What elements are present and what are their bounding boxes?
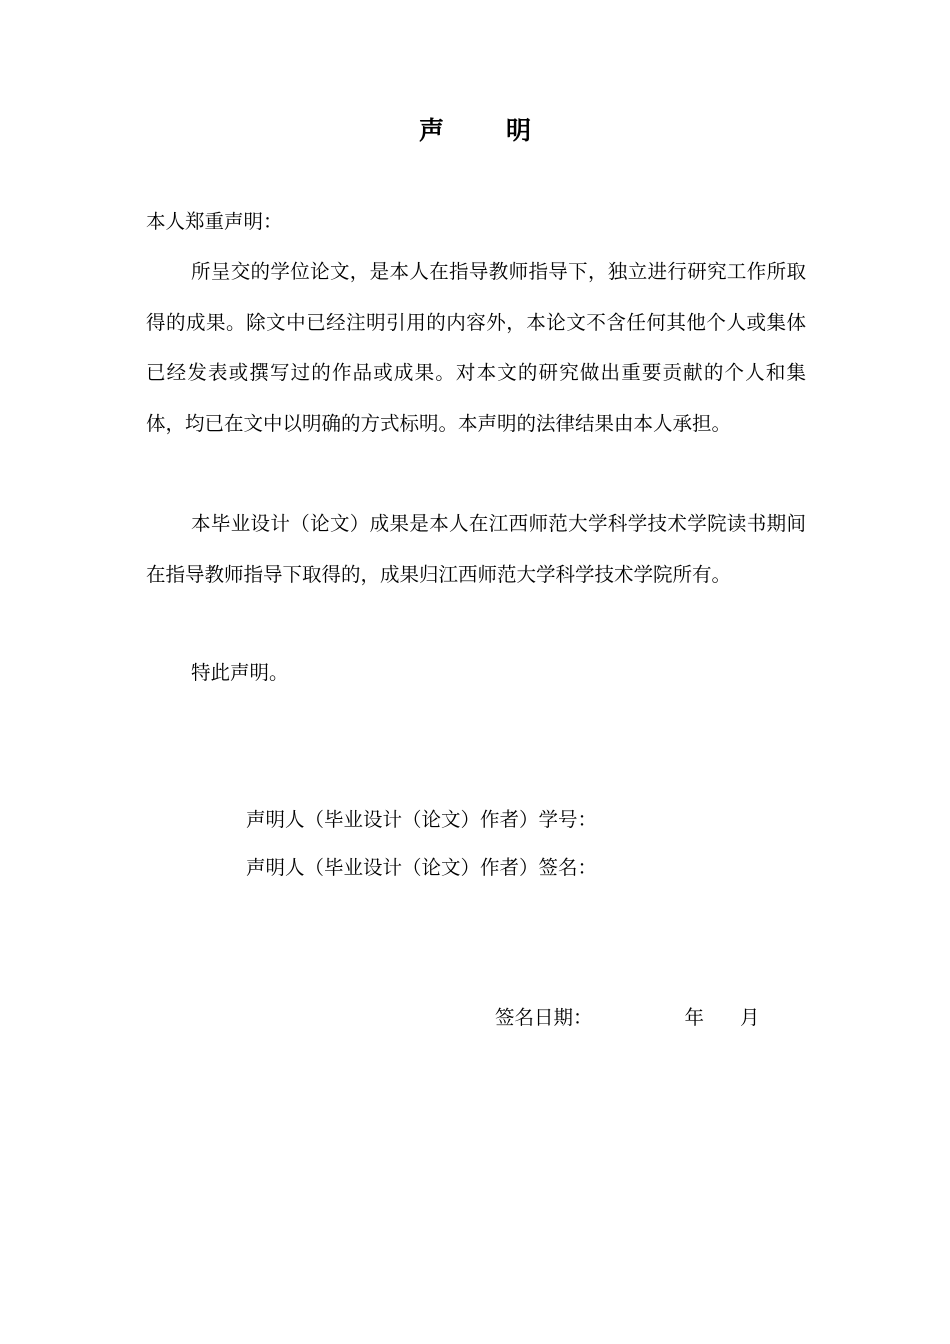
declaration-paragraph-2: 本毕业设计（论文）成果是本人在江西师范大学科学技术学院读书期间在指导教师指导下取得的，成果归江西师范大学科学技术学院所有。: [146, 512, 806, 586]
declaration-paragraph-1: 所呈交的学位论文，是本人在指导教师指导下，独立进行研究工作所取得的成果。除文中已经注明引用的内容外，本论文不含任何其他个人或集体已经发表或撰写过的作品或成果。对本文的研究做出重要贡献的个人和集体，均已在文中以明确的方式标明。本声明的法律结果由本人承担。: [146, 260, 806, 435]
page-title: 声明: [418, 116, 593, 145]
lead-text: 本人郑重声明：: [146, 210, 283, 233]
student-number-label: 声明人（毕业设计（论文）作者）学号：: [246, 808, 598, 831]
month-label: 月: [740, 1006, 760, 1029]
declaration-paragraph-3: 特此声明。: [191, 661, 289, 684]
signature-date-line: [495, 1003, 760, 1033]
signature-date-label: 签名日期：: [495, 1006, 593, 1029]
signature-label: 声明人（毕业设计（论文）作者）签名：: [246, 856, 598, 879]
year-label: 年: [684, 1006, 705, 1029]
